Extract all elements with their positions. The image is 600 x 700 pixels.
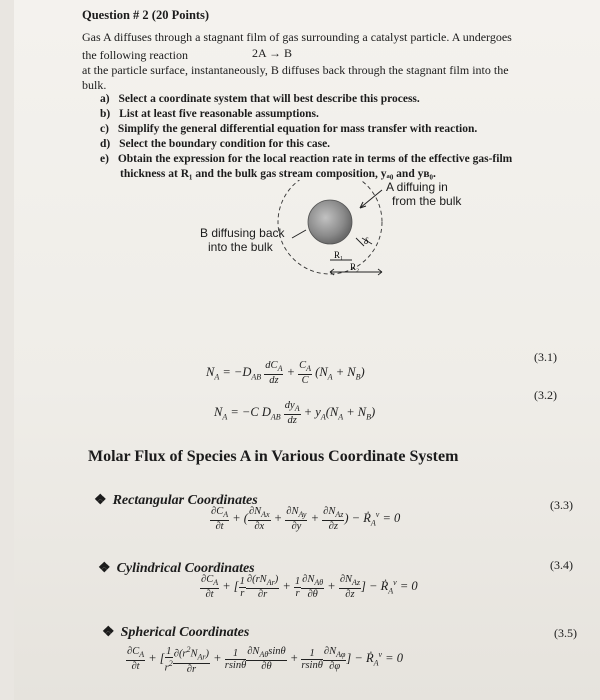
bullet-icon: ❖: [102, 625, 115, 640]
list-item-letter: e): [100, 153, 109, 165]
list-item-text: Select a coordinate system that will best describe this process.: [118, 93, 420, 105]
a-diffusion-arrow: [360, 190, 382, 208]
equation-number: (3.5): [554, 626, 577, 640]
r1-label: R₁: [334, 250, 344, 260]
label-b-into-bulk: into the bulk: [208, 240, 273, 254]
list-item-continuation: thickness at R₁ and the bulk gas stream composition, yₐ₀ and yʙ₀.: [120, 168, 436, 180]
question-intro-line-1: Gas A diffuses through a stagnant film of gas surrounding a catalyst particle. A undergoes: [82, 30, 512, 44]
spherical-label: Spherical Coordinates: [120, 625, 250, 640]
delta-label: δ: [364, 236, 369, 246]
document-sheet: [14, 0, 600, 700]
equation-number: (3.2): [534, 388, 557, 402]
list-item-text: Obtain the expression for the local reaction rate in terms of the effective gas-film: [117, 153, 513, 165]
cylindrical-equation: $\frac{\partial C_A}{\partial t}$ + [ $\frac{1}{r}$ $\frac{\partial(rN_{Ar})}{\partial r}$ + $\frac{1}{r}$ $\frac{\partial N_{A\theta}}{\partial\theta}$ + $\frac{\partial N_{Az}}{\partial z}$ ] − $Ṙ_A^v = 0$: [201, 574, 418, 601]
question-intro-line-4: bulk.: [82, 78, 107, 92]
list-item: [100, 123, 477, 135]
bullet-icon: ❖: [94, 493, 107, 508]
rectangular-equation: $\frac{\partial C_A}{\partial t}$ + ( $\frac{\partial N_{Ax}}{\partial x}$ + $\frac{\partial N_{Ay}}{\partial y}$ + $\frac{\partial N_{Az}}{\partial z}$ ) − $Ṙ_A^v = 0$: [211, 506, 401, 533]
bullet-icon: ❖: [98, 561, 111, 576]
list-item: [100, 93, 420, 105]
list-item-letter: d): [100, 138, 111, 150]
list-item-letter: c): [100, 123, 109, 135]
list-item-text: Simplify the general differential equation for mass transfer with reaction.: [117, 123, 478, 135]
list-item-letter: b): [100, 108, 111, 120]
section-title: Molar Flux of Species A in Various Coordinate System: [88, 448, 459, 465]
equation-number: (3.1): [534, 350, 557, 364]
flux-equation-2: $N_A = -C$ $D_{AB}$ $\frac{dy_A}{dz}$ + $y_A(N_A + N_B)$: [214, 400, 376, 427]
catalyst-particle: [308, 200, 352, 244]
list-item: [100, 108, 319, 120]
spherical-heading: [102, 624, 249, 641]
r2-label: R₂: [350, 262, 360, 272]
flux-equation-1: $N_A = -D_{AB}$ $\frac{dC_A}{dz}$ + $\frac{C_A}{C}$ $(N_A + N_B)$: [206, 360, 365, 387]
list-item: [100, 138, 330, 150]
list-item-letter: a): [100, 93, 110, 105]
question-intro-line-2: the following reaction: [82, 48, 188, 62]
label-a-from-bulk: from the bulk: [392, 194, 462, 208]
equation-number: (3.4): [550, 558, 573, 572]
list-item-text: List at least five reasonable assumptions.: [119, 108, 319, 120]
question-title: Question # 2 (20 Points): [82, 8, 210, 22]
list-item-text: Select the boundary condition for this case.: [119, 138, 331, 150]
rectangular-label: Rectangular Coordinates: [112, 493, 258, 508]
label-b-diffusing: B diffusing back: [200, 226, 285, 240]
label-a-diffusing: A diffuing in: [386, 180, 448, 194]
equation-number: (3.3): [550, 498, 573, 512]
question-intro-line-3: at the particle surface, instantaneously, B diffuses back through the stagnant film into the: [82, 63, 509, 77]
cylindrical-label: Cylindrical Coordinates: [116, 561, 255, 576]
b-diffusion-arrow: [292, 230, 306, 238]
list-item: [100, 153, 512, 165]
spherical-equation: $\frac{\partial C_A}{\partial t}$ + [ $\frac{1}{r^2}$ $\frac{\partial(r^2N_{Ar})}{\partial r}$ + $\frac{1}{rsin\theta}$ $\frac{\partial N_{A\theta}\sin\theta}{\partial\theta}$ + $\frac{1}{rsin\theta}$ $\frac{\partial N_{A\varphi}}{\partial\varphi}$ ] − $Ṙ_A^v = 0$: [127, 645, 403, 675]
reaction-equation: 2A → B: [252, 46, 293, 60]
